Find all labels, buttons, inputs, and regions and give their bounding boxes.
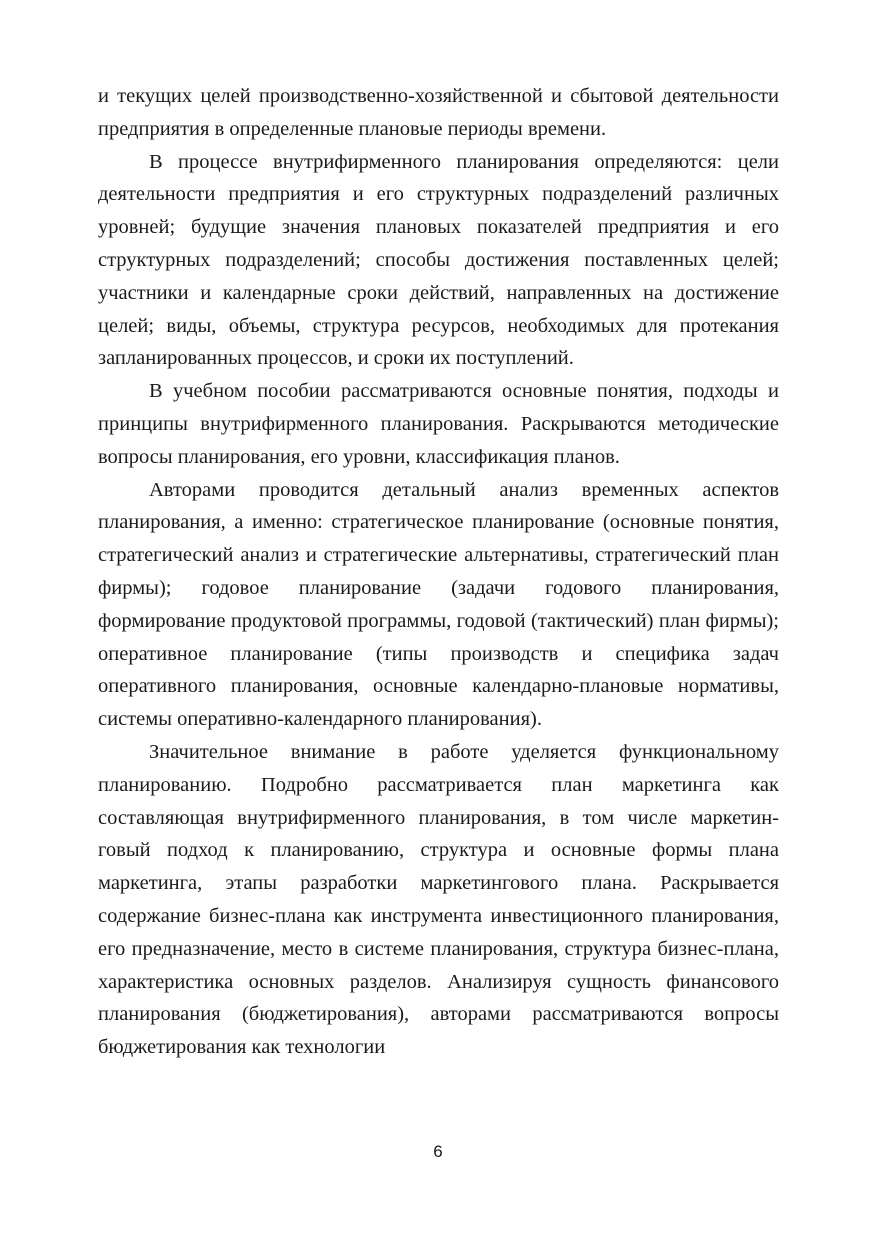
paragraph-textbook-overview: В учебном пособии рассматриваются основные понятия, подходы и принципы внутрифирменного планирования. Раскрываются методические вопросы планирования, его уровни, классификация планов. <box>98 380 779 468</box>
page-number: 6 <box>433 1142 443 1161</box>
paragraph-continuation: и текущих целей производственно-хозяйственной и сбытовой деятельности предприятия в определенные плановые периоды времени. <box>98 85 779 140</box>
paragraph-planning-process: В процессе внутрифирменного планирования определяются: цели деятельности предприятия и его структурных подразделений различных уровней; будущие значения плановых показателей предприятия и его структурных подразделений; способы достижения поставленных целей; участники и календарные сроки действий, направленных на достижение целей; виды, объемы, структура ресурсов, необходимых для протекания запланированных процессов, и сроки их поступлений. <box>98 150 779 370</box>
paragraph-time-aspects: Авторами проводится детальный анализ временных аспектов планирования, а именно: стратегическое планирование (основные понятия, стратегический анализ и стратегические альтернативы, стратегический план фирмы); годовое планирование (задачи годового планирования, формирование продуктовой программы, годовой (тактический) план фирмы); оперативное планирование (типы производств и специфика задач оперативного планирования, основные календарно-плановые нормативы, системы оперативно-календарного планирования). <box>98 478 779 731</box>
body-text <box>98 80 779 1064</box>
paragraph-functional-planning: Значительное внимание в работе уделяется функциональному планированию. Подробно рассматривается план маркетинга как составляющая внутрифирменного планирования, в том числе маркетин-говый подход к планированию, структура и основные формы плана маркетинга, этапы разработки маркетингового плана. Раскрывается содержание бизнес-плана как инструмента инвестиционного планирования, его предназначение, место в системе планирования, структура бизнес-плана, характеристика основных разделов. Анализируя сущность финансового планирования (бюджетирования), авторами рассматриваются вопросы бюджетирования как технологии <box>98 740 779 1059</box>
